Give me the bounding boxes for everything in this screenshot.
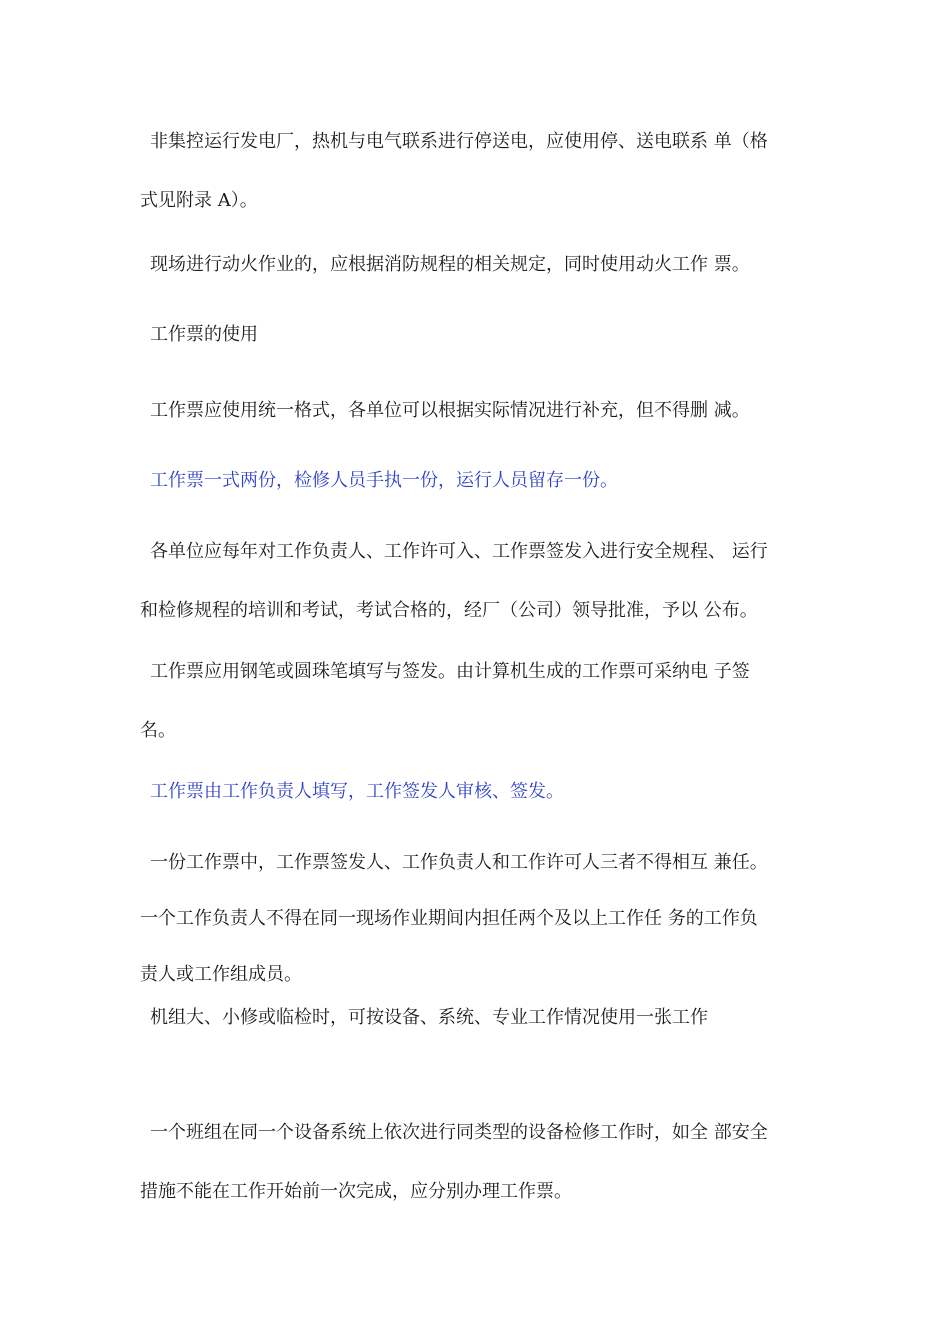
paragraph-7-highlighted	[140, 762, 820, 821]
paragraph-line: 现场进行动火作业的，应根据消防规程的相关规定，同时使用动火工作 票。	[150, 254, 750, 275]
paragraph-line: 工作票应用钢笔或圆珠笔填写与签发。由计算机生成的工作票可采纳电 子签	[150, 661, 750, 682]
paragraph-line: 一个工作负责人不得在同一现场作业期间内担任两个及以上工作任 务的工作负	[140, 908, 758, 929]
paragraph-line: 工作票由工作负责人填写，工作签发人审核、签发。	[150, 781, 564, 802]
paragraph-line: 工作票一式两份，检修人员手执一份，运行人员留存一份。	[150, 470, 618, 491]
paragraph-line: 一个班组在同一个设备系统上依次进行同类型的设备检修工作时，如全 部安全	[150, 1122, 768, 1143]
paragraph-line: 名。	[140, 720, 176, 741]
paragraph-1	[140, 112, 820, 230]
paragraph-2	[140, 235, 820, 294]
paragraph-9	[140, 988, 820, 1047]
section-heading	[140, 305, 820, 364]
paragraph-line: 措施不能在工作开始前一次完成，应分别办理工作票。	[140, 1181, 572, 1202]
paragraph-line: 机组大、小修或临检时，可按设备、系统、专业工作情况使用一张工作	[150, 1007, 708, 1028]
paragraph-10	[140, 1103, 820, 1221]
paragraph-line: 和检修规程的培训和考试，考试合格的，经厂（公司）领导批准，予以 公布。	[140, 600, 758, 621]
paragraph-line: 式见附录 A）。	[140, 190, 258, 211]
paragraph-6	[140, 642, 820, 760]
paragraph-line: 各单位应每年对工作负责人、工作许可入、工作票签发入进行安全规程、 运行	[150, 541, 768, 562]
paragraph-line: 一份工作票中，工作票签发人、工作负责人和工作许可人三者不得相互 兼任。	[150, 852, 768, 873]
paragraph-3	[140, 381, 820, 440]
paragraph-4-highlighted	[140, 451, 820, 510]
heading-text: 工作票的使用	[150, 324, 258, 345]
paragraph-line: 非集控运行发电厂，热机与电气联系进行停送电，应使用停、送电联系 单（格	[150, 131, 768, 152]
paragraph-5	[140, 522, 820, 640]
paragraph-line: 责人或工作组成员。	[140, 964, 302, 985]
paragraph-line: 工作票应使用统一格式，各单位可以根据实际情况进行补充，但不得删 减。	[150, 400, 750, 421]
paragraph-8	[140, 835, 820, 1003]
